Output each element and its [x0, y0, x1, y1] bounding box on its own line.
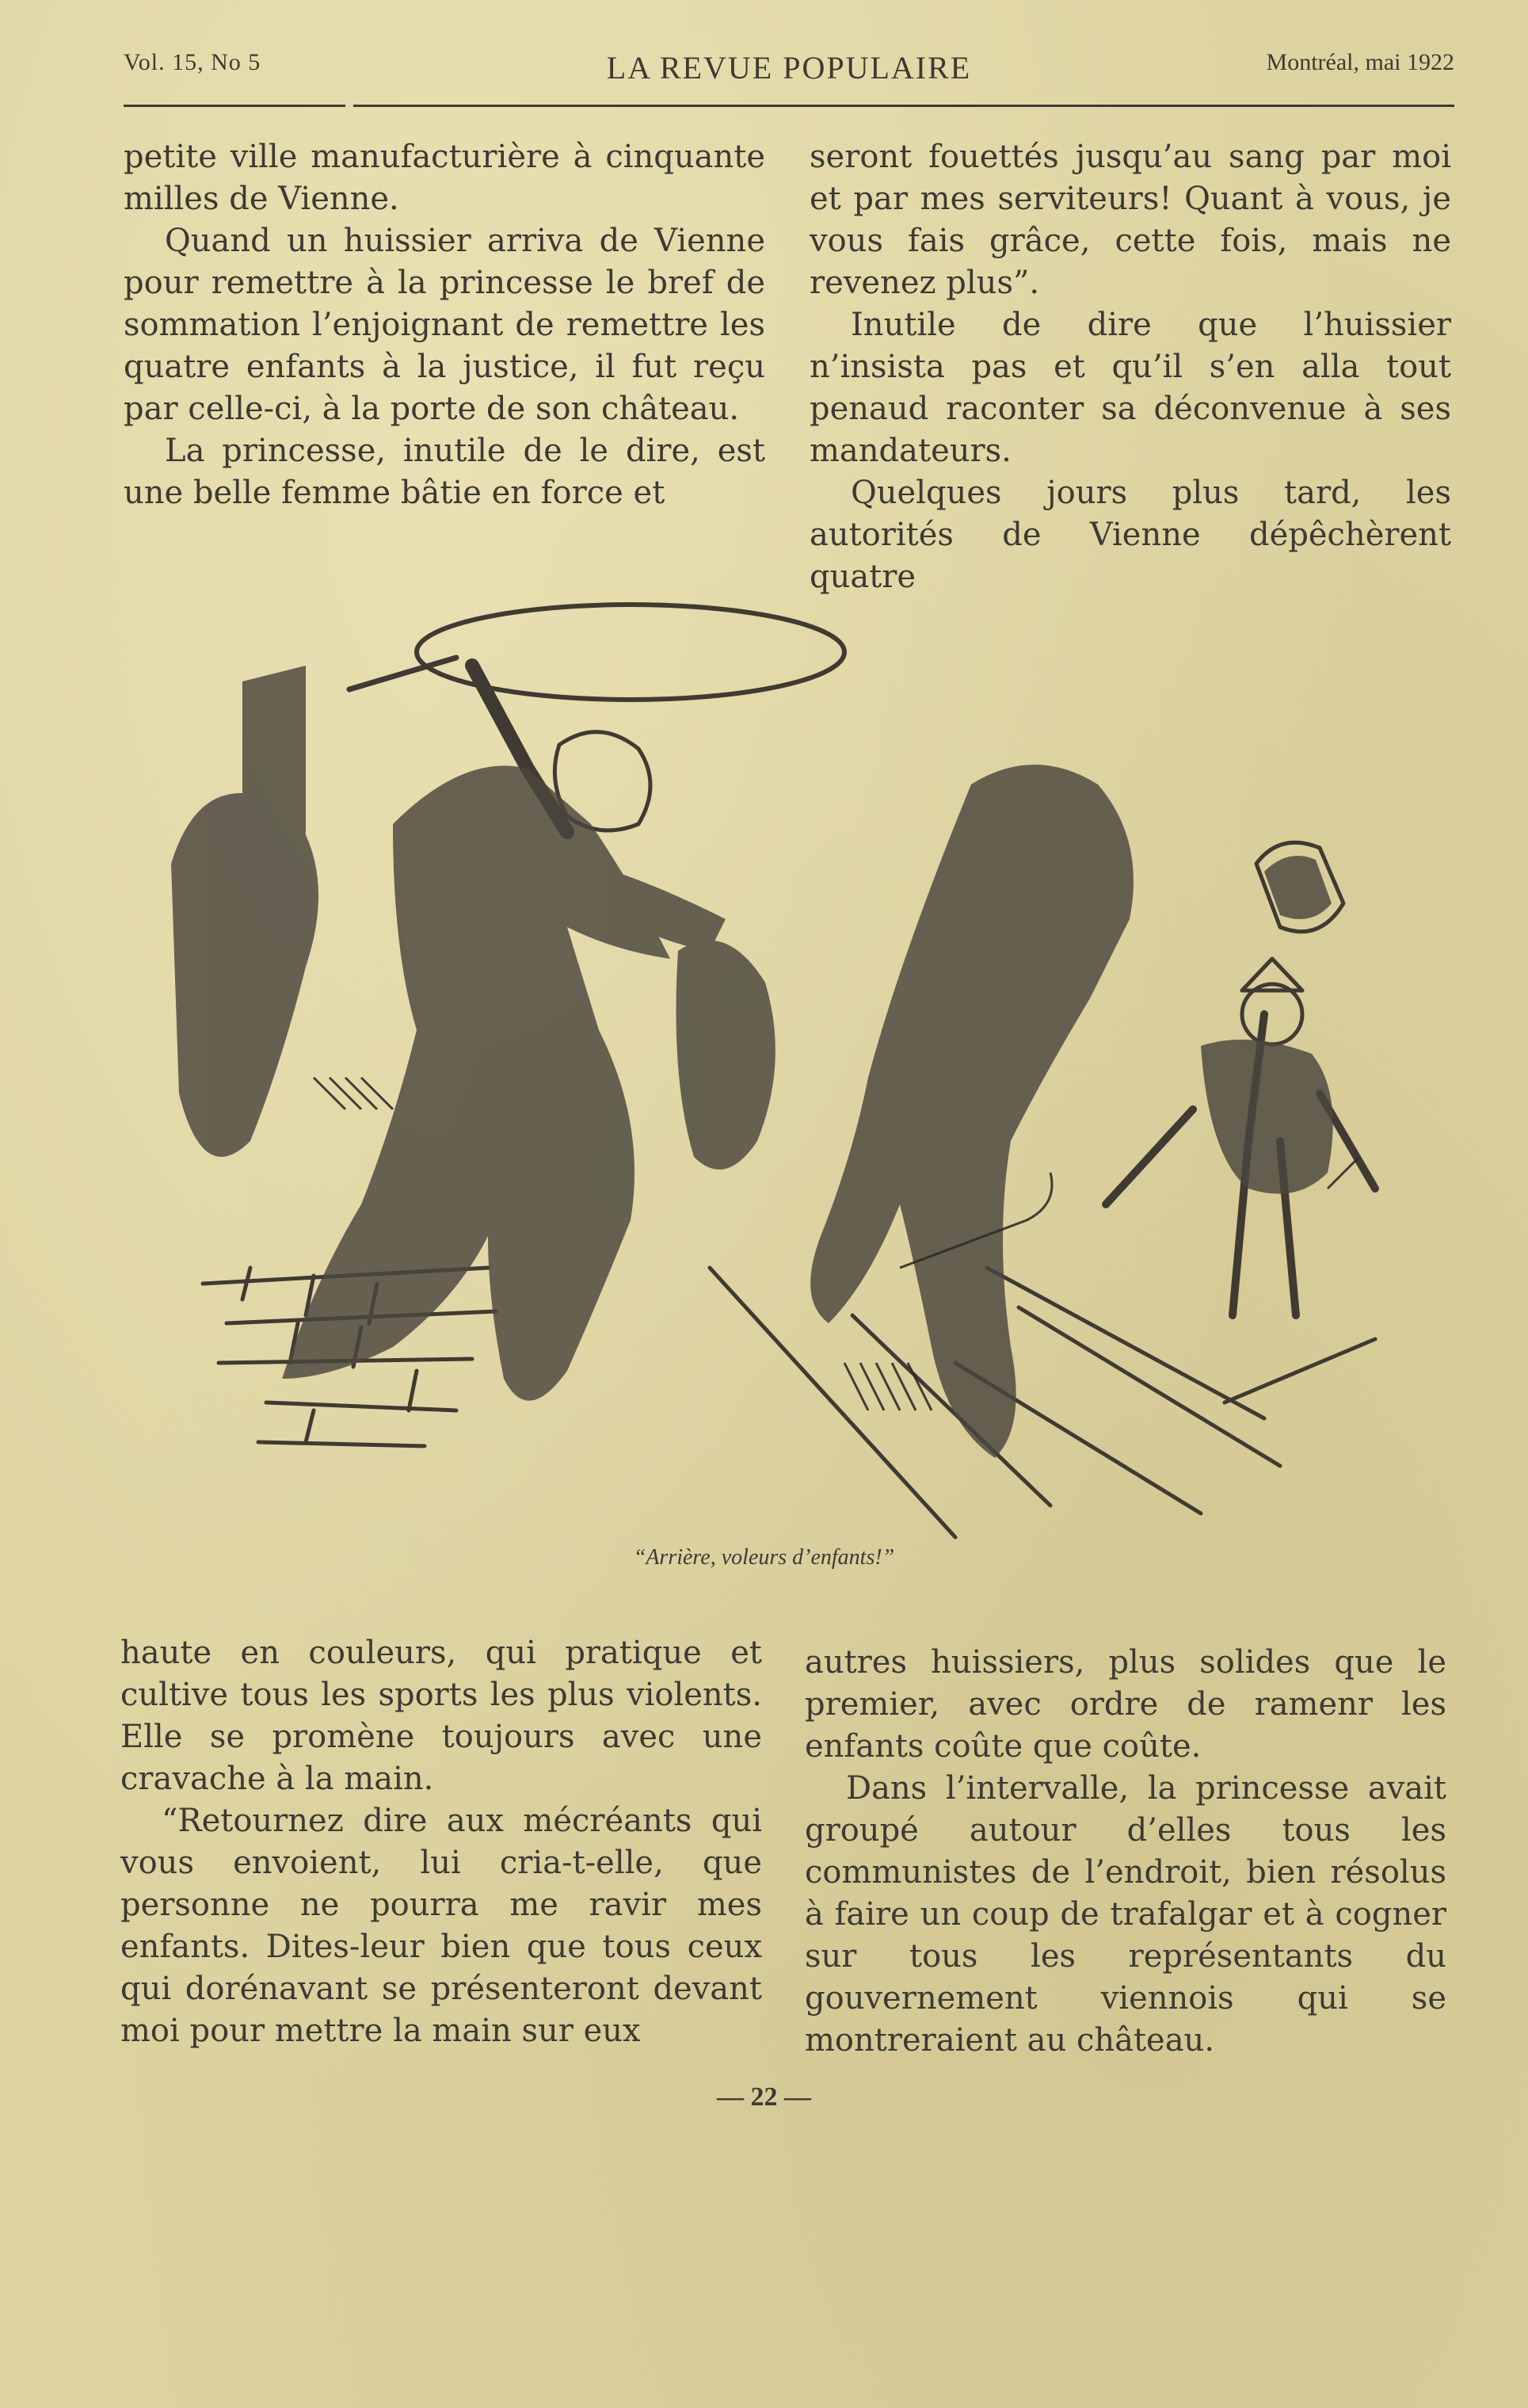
volume-issue: Vol. 15, No 5 [124, 49, 261, 75]
page-header [124, 49, 1454, 93]
paragraph: petite ville manufacturière à cinquante milles de Vienne. [124, 139, 765, 217]
paragraph: Inutile de dire que l’huissier n’insista pas et qu’il s’en alla tout penaud raconter sa déconvenue à ses mandateurs. [810, 307, 1451, 469]
paragraph: seront fouettés jusqu’au sang par moi et par mes serviteurs! Quant à vous, je vous fais grâce, cette fois, mais ne revenez plus”. [810, 139, 1451, 301]
column-top-left [124, 136, 765, 514]
illustration-caption: “Arrière, voleurs d’enfants!” [633, 1545, 895, 1570]
page-number: — 22 — [717, 2082, 811, 2112]
paragraph: Quand un huissier arriva de Vienne pour remettre à la princesse le bref de sommation l’enjoignant de remettre les quatre enfants à la justice, il fut reçu par celle-ci, à la porte de son château. [124, 223, 765, 427]
column-top-right [810, 136, 1451, 598]
column-bottom-right [805, 1642, 1446, 2062]
paragraph: Dans l’intervalle, la princesse avait groupé autour d’elles tous les communistes de l’endroit, bien résolus à faire un coup de trafalgar et à cogner sur tous les représentants du gouvernement viennois qui se montreraient au château. [805, 1770, 1446, 2059]
paragraph: Quelques jours plus tard, les autorités de Vienne dépêchèrent quatre [810, 475, 1451, 595]
paragraph: haute en couleurs, qui pratique et cultive tous les sports les plus violents. Elle se promène toujours avec une cravache à la main. [120, 1635, 762, 1797]
paragraph: autres huissiers, plus solides que le premier, avec ordre de ramenr les enfants coûte que coûte. [805, 1644, 1446, 1765]
illustration-princess-whip [155, 586, 1391, 1553]
header-rule-right [353, 105, 1454, 107]
issue-date: Montréal, mai 1922 [1266, 49, 1454, 75]
paragraph: “Retournez dire aux mécréants qui vous envoient, lui cria-t-elle, que personne ne pourra me ravir mes enfants. Dites-leur bien que tous ceux qui dorénavant se présenteront devant moi pour mettre la main sur eux [120, 1803, 762, 2049]
paragraph: La princesse, inutile de le dire, est une belle femme bâtie en force et [124, 433, 765, 511]
column-bottom-left [120, 1632, 762, 2052]
magazine-title: LA REVUE POPULAIRE [606, 50, 972, 86]
header-rule-left [124, 105, 345, 107]
